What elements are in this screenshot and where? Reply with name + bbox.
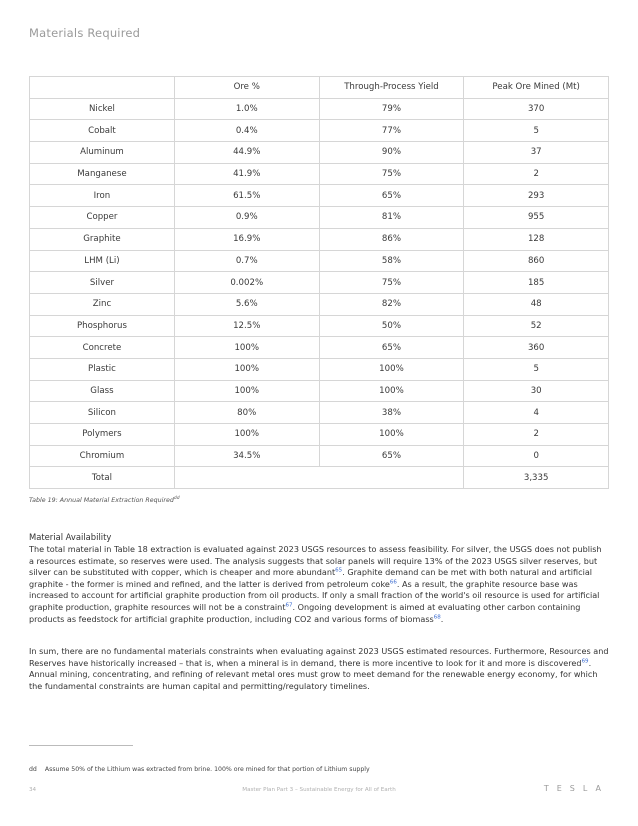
table-cell: 79% xyxy=(319,98,464,120)
table-total-row xyxy=(30,467,609,489)
table-cell: 16.9% xyxy=(174,228,319,250)
table-cell: 100% xyxy=(319,380,464,402)
table-row xyxy=(30,142,609,164)
table-cell: 50% xyxy=(319,315,464,337)
material-name-cell: LHM (Li) xyxy=(30,250,175,272)
material-name-cell: Phosphorus xyxy=(30,315,175,337)
table-cell: 5 xyxy=(464,358,609,380)
material-name-cell: Concrete xyxy=(30,337,175,359)
material-name-cell: Iron xyxy=(30,185,175,207)
footnote-divider xyxy=(29,745,133,746)
material-name-cell: Zinc xyxy=(30,293,175,315)
table-cell: 100% xyxy=(174,358,319,380)
table-cell: 48 xyxy=(464,293,609,315)
table-cell: 0.002% xyxy=(174,272,319,294)
table-cell: 955 xyxy=(464,207,609,229)
table-cell: 293 xyxy=(464,185,609,207)
table-row xyxy=(30,293,609,315)
table-row xyxy=(30,358,609,380)
table-cell: 65% xyxy=(319,185,464,207)
section-title: Material Availability xyxy=(29,532,112,542)
page-header-title: Materials Required xyxy=(29,26,141,40)
table-row xyxy=(30,98,609,120)
table-cell: 860 xyxy=(464,250,609,272)
table-cell: 37 xyxy=(464,142,609,164)
table-cell: 81% xyxy=(319,207,464,229)
table-cell: 12.5% xyxy=(174,315,319,337)
total-label-cell: Total xyxy=(30,467,175,489)
table-cell: 38% xyxy=(319,402,464,424)
footnote-link[interactable]: 69 xyxy=(581,657,589,664)
footnote-text: Assume 50% of the Lithium was extracted from brine. 100% ore mined for that portion of Lithium supply xyxy=(44,766,370,773)
table-row xyxy=(30,120,609,142)
table-row xyxy=(30,163,609,185)
materials-table xyxy=(29,76,609,489)
material-name-cell: Chromium xyxy=(30,445,175,467)
table-row xyxy=(30,380,609,402)
total-empty-cell xyxy=(174,467,463,489)
caption-footnote-ref: dd xyxy=(173,496,180,501)
footnote-link[interactable]: 66 xyxy=(389,579,397,586)
table-cell: 52 xyxy=(464,315,609,337)
table-row xyxy=(30,207,609,229)
table-cell: 2 xyxy=(464,163,609,185)
table-row xyxy=(30,272,609,294)
total-value-cell: 3,335 xyxy=(464,467,609,489)
table-cell: 185 xyxy=(464,272,609,294)
table-row xyxy=(30,315,609,337)
table-cell: 65% xyxy=(319,337,464,359)
material-name-cell: Nickel xyxy=(30,98,175,120)
paragraph-material-availability: The total material in Table 18 extraction is evaluated against 2023 USGS resources to assess feasibility. For silver, the USGS does not publish a resources estimate, so reserves were used. The analysis suggests that solar panels will require 13% of the 2023 USGS silver reserves, but silver can be substituted with copper, which is cheaper and more abundant$^{65}$. Graphite demand can be met with both natural and artificial graphite - the former is mined and refined, and the latter is derived from petroleum coke$^{66}$. As a result, the graphite resource base was increased to account for artificial graphite production from oil products. If only a small fraction of the world's oil resource is used for artificial graphite production, graphite resources will not be a constraint$^{67}$. Ongoing development is aimed at evaluating other carbon containing products as feedstock for artificial graphite production, including CO2 and various forms of biomass$^{68}$. xyxy=(29,544,602,624)
column-header: Ore % xyxy=(174,77,319,99)
table-cell: 65% xyxy=(319,445,464,467)
material-name-cell: Cobalt xyxy=(30,120,175,142)
footer-title: Master Plan Part 3 – Sustainable Energy for All of Earth xyxy=(242,787,396,793)
paragraph-summary: In sum, there are no fundamental materials constraints when evaluating against 2023 USGS estimated resources. Furthermore, Resources and Reserves have historically increased – that is, when a mineral is in demand, there is more incentive to look for it and more is discovered$^{69}$. Annual mining, concentrating, and refining of relevant metal ores must grow to meet demand for the renewable energy economy, for which the fundamental constraints are human capital and permitting/regulatory timelines. xyxy=(29,646,609,691)
table-caption: Table 19: Annual Material Extraction Required$^{dd}$ xyxy=(29,496,180,505)
footnote xyxy=(29,766,370,773)
table-cell: 0.4% xyxy=(174,120,319,142)
table-row xyxy=(30,185,609,207)
table-cell: 370 xyxy=(464,98,609,120)
material-name-cell: Glass xyxy=(30,380,175,402)
table-cell: 360 xyxy=(464,337,609,359)
table-cell: 80% xyxy=(174,402,319,424)
table-cell: 75% xyxy=(319,272,464,294)
table-header-row xyxy=(30,77,609,99)
table-cell: 1.0% xyxy=(174,98,319,120)
tesla-logo: TESLA xyxy=(543,784,609,793)
material-name-cell: Copper xyxy=(30,207,175,229)
table-cell: 100% xyxy=(174,380,319,402)
material-name-cell: Silicon xyxy=(30,402,175,424)
material-name-cell: Aluminum xyxy=(30,142,175,164)
footnote-link[interactable]: 65 xyxy=(335,567,343,574)
column-header: Peak Ore Mined (Mt) xyxy=(464,77,609,99)
page-number: 34 xyxy=(29,787,37,793)
table-cell: 34.5% xyxy=(174,445,319,467)
table-row xyxy=(30,250,609,272)
table-cell: 75% xyxy=(319,163,464,185)
table-row xyxy=(30,337,609,359)
material-name-cell: Silver xyxy=(30,272,175,294)
material-name-cell: Polymers xyxy=(30,424,175,446)
table-cell: 0 xyxy=(464,445,609,467)
table-row xyxy=(30,228,609,250)
table-cell: 82% xyxy=(319,293,464,315)
table-cell: 41.9% xyxy=(174,163,319,185)
table-cell: 90% xyxy=(319,142,464,164)
table-cell: 30 xyxy=(464,380,609,402)
table-cell: 44.9% xyxy=(174,142,319,164)
material-name-cell: Manganese xyxy=(30,163,175,185)
table-cell: 0.9% xyxy=(174,207,319,229)
column-header xyxy=(30,77,175,99)
table-body xyxy=(30,98,609,488)
table-cell: 100% xyxy=(174,424,319,446)
table-cell: 4 xyxy=(464,402,609,424)
table-row xyxy=(30,402,609,424)
footnote-link[interactable]: 68 xyxy=(433,613,441,620)
table-cell: 100% xyxy=(319,424,464,446)
table-cell: 2 xyxy=(464,424,609,446)
table-cell: 5.6% xyxy=(174,293,319,315)
footnote-link[interactable]: 67 xyxy=(285,602,293,609)
column-header: Through-Process Yield xyxy=(319,77,464,99)
table-cell: 5 xyxy=(464,120,609,142)
table-cell: 86% xyxy=(319,228,464,250)
footnote-mark: dd xyxy=(29,766,37,773)
table-cell: 100% xyxy=(319,358,464,380)
material-name-cell: Plastic xyxy=(30,358,175,380)
table-cell: 58% xyxy=(319,250,464,272)
table-cell: 61.5% xyxy=(174,185,319,207)
material-name-cell: Graphite xyxy=(30,228,175,250)
table-row xyxy=(30,424,609,446)
table-cell: 77% xyxy=(319,120,464,142)
table-cell: 0.7% xyxy=(174,250,319,272)
table-cell: 128 xyxy=(464,228,609,250)
table-cell: 100% xyxy=(174,337,319,359)
table-row xyxy=(30,445,609,467)
